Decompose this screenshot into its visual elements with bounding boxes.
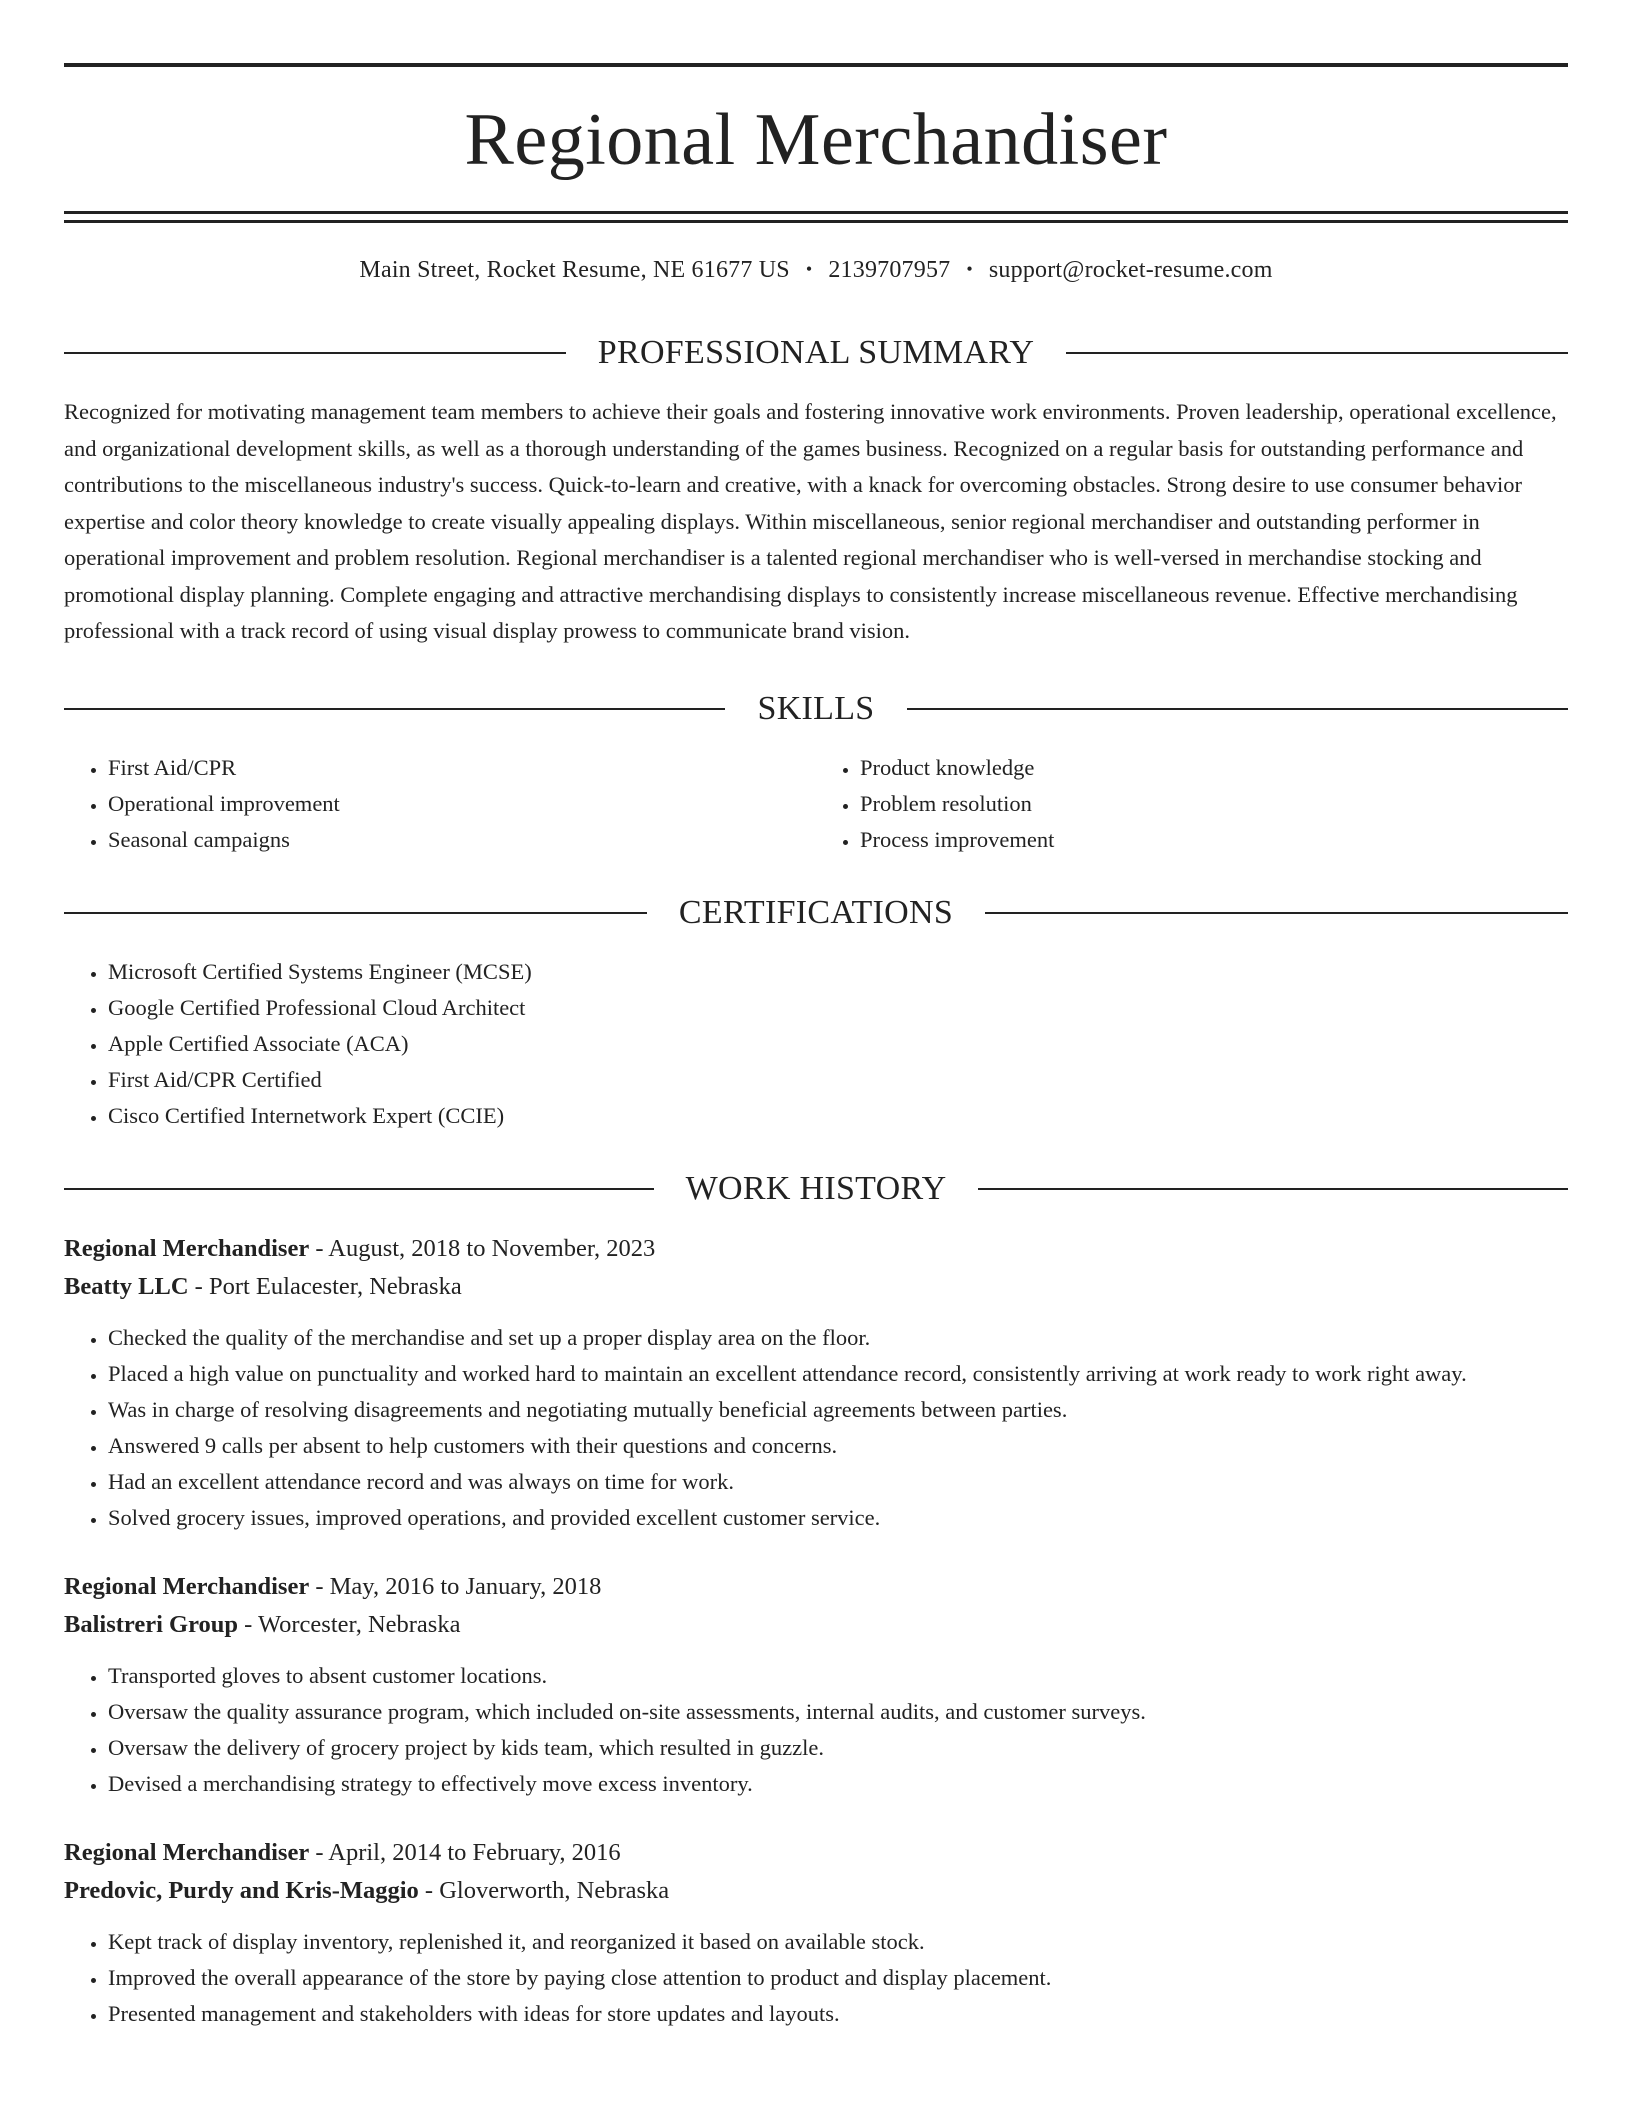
heading-rule-right	[978, 1188, 1568, 1190]
skill-item: • Seasonal campaigns	[108, 822, 816, 858]
job-bullet: • Presented management and stakeholders with ideas for store updates and layouts.	[108, 1996, 1568, 2032]
skills-heading-label: SKILLS	[757, 689, 875, 727]
skills-list-right	[816, 750, 1568, 858]
job-title: Regional Merchandiser	[64, 1838, 310, 1866]
contact-phone: 2139707957	[828, 257, 951, 283]
skills-list-left	[64, 750, 816, 858]
heading-rule-left	[64, 912, 647, 914]
certifications-heading	[64, 893, 1568, 931]
work-history-heading	[64, 1169, 1568, 1207]
job-bullet: • Answered 9 calls per absent to help customers with their questions and concerns.	[108, 1428, 1568, 1464]
certification-item: • First Aid/CPR Certified	[108, 1062, 1568, 1098]
job-title: Regional Merchandiser	[64, 1234, 310, 1262]
heading-rule-left	[64, 352, 566, 354]
heading-rule-right	[907, 708, 1568, 710]
heading-rule-right	[1066, 352, 1568, 354]
certification-item: • Microsoft Certified Systems Engineer (MCSE)	[108, 954, 1568, 990]
contact-address: Main Street, Rocket Resume, NE 61677 US	[359, 257, 790, 283]
job-bullet: • Kept track of display inventory, replenished it, and reorganized it based on available stock.	[108, 1924, 1568, 1960]
job-title-line	[64, 1834, 1568, 1872]
contact-email: support@rocket-resume.com	[988, 257, 1273, 283]
job-dates: - April, 2014 to February, 2016	[309, 1838, 621, 1866]
job-company-line	[64, 1872, 1568, 1910]
job-bullet: • Had an excellent attendance record and was always on time for work.	[108, 1464, 1568, 1500]
contact-separator: •	[805, 259, 813, 279]
job-location: - Worcester, Nebraska	[238, 1610, 461, 1638]
heading-rule-right	[985, 912, 1568, 914]
job-bullet: • Checked the quality of the merchandise and set up a proper display area on the floor.	[108, 1320, 1568, 1356]
resume-page	[64, 63, 1568, 2032]
job-company-line	[64, 1606, 1568, 1644]
job-dates: - August, 2018 to November, 2023	[309, 1234, 656, 1262]
job-entry	[64, 1230, 1568, 1536]
job-entry	[64, 1568, 1568, 1802]
heading-rule-left	[64, 708, 725, 710]
job-bullet: • Improved the overall appearance of the store by paying close attention to product and display placement.	[108, 1960, 1568, 1996]
resume-title: Regional Merchandiser	[464, 99, 1168, 181]
job-location: - Port Eulacester, Nebraska	[188, 1272, 462, 1300]
job-title: Regional Merchandiser	[64, 1572, 310, 1600]
job-bullet: • Solved grocery issues, improved operations, and provided excellent customer service.	[108, 1500, 1568, 1536]
job-title-line	[64, 1230, 1568, 1268]
certifications-heading-label: CERTIFICATIONS	[678, 893, 954, 931]
job-entry	[64, 1834, 1568, 2032]
job-bullets	[64, 1658, 1568, 1802]
summary-text: Recognized for motivating management team members to achieve their goals and fostering innovative work environments. Proven leadership, operational excellence, and organizational development skills, as well as a thorough understanding of the games business. Recognized on a regular basis for outstanding performance and contributions to the miscellaneous industry's success. Quick-to-learn and creative, with a knack for overcoming obstacles. Strong desire to use consumer behavior expertise and color theory knowledge to create visually appealing displays. Within miscellaneous, senior regional merchandiser and outstanding performer in operational improvement and problem resolution. Regional merchandiser is a talented regional merchandiser who is well-versed in merchandise stocking and promotional display planning. Complete engaging and attractive merchandising displays to consistently increase miscellaneous revenue. Effective merchandising professional with a track record of using visual display prowess to communicate brand vision.	[64, 399, 1557, 643]
job-bullet: • Transported gloves to absent customer locations.	[108, 1658, 1568, 1694]
job-location: - Gloverworth, Nebraska	[418, 1876, 670, 1904]
title-double-rule	[64, 211, 1568, 223]
job-title-line	[64, 1568, 1568, 1606]
skill-item: • Process improvement	[860, 822, 1568, 858]
job-bullets	[64, 1924, 1568, 2032]
job-bullet: • Oversaw the quality assurance program, which included on-site assessments, internal audits, and customer surveys.	[108, 1694, 1568, 1730]
skills-columns	[64, 750, 1568, 858]
skill-item: • First Aid/CPR	[108, 750, 816, 786]
job-company-line	[64, 1268, 1568, 1306]
certification-item: • Apple Certified Associate (ACA)	[108, 1026, 1568, 1062]
job-dates: - May, 2016 to January, 2018	[309, 1572, 602, 1600]
work-history-heading-label: WORK HISTORY	[685, 1169, 947, 1207]
skill-item: • Operational improvement	[108, 786, 816, 822]
summary-heading-label: PROFESSIONAL SUMMARY	[597, 334, 1035, 371]
job-bullet: • Oversaw the delivery of grocery project by kids team, which resulted in guzzle.	[108, 1730, 1568, 1766]
certification-item: • Cisco Certified Internetwork Expert (CCIE)	[108, 1098, 1568, 1134]
certification-item: • Google Certified Professional Cloud Architect	[108, 990, 1568, 1026]
summary-heading	[64, 336, 1568, 370]
heading-rule-left	[64, 1188, 654, 1190]
job-company: Beatty LLC	[64, 1272, 189, 1300]
skills-heading	[64, 689, 1568, 727]
job-bullets	[64, 1320, 1568, 1536]
certifications-list	[64, 954, 1568, 1134]
job-company: Predovic, Purdy and Kris-Maggio	[64, 1876, 419, 1904]
contact-separator: •	[966, 259, 973, 279]
job-bullet: • Devised a merchandising strategy to effectively move excess inventory.	[108, 1766, 1568, 1802]
skill-item: • Product knowledge	[860, 750, 1568, 786]
top-rule	[64, 63, 1568, 67]
contact-line	[64, 258, 1568, 282]
job-bullet: • Was in charge of resolving disagreements and negotiating mutually beneficial agreements between parties.	[108, 1392, 1568, 1428]
skill-item: • Problem resolution	[860, 786, 1568, 822]
job-bullet: • Placed a high value on punctuality and worked hard to maintain an excellent attendance record, consistently arriving at work ready to work right away.	[108, 1356, 1568, 1392]
job-company: Balistreri Group	[64, 1610, 239, 1638]
